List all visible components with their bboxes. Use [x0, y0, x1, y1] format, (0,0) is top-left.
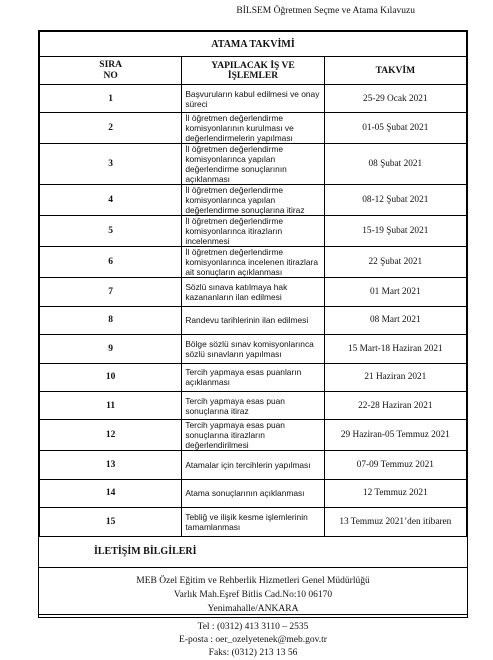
table-row: [40, 306, 467, 334]
row-date: 21 Haziran 2021: [324, 363, 466, 391]
row-task: İl öğretmen değerlendirme komisyonlarınca yapılan değerlendirme sonuçlarına itiraz: [182, 185, 324, 216]
row-date: 08-12 Şubat 2021: [324, 185, 466, 216]
row-date: 07-09 Temmuz 2021: [324, 451, 466, 479]
contact-phone-block: [39, 615, 467, 660]
contact-email[interactable]: E-posta : oer_ozelyetenek@meb.gov.tr: [179, 634, 327, 645]
row-number: 10: [40, 363, 182, 391]
row-number: 15: [40, 508, 182, 536]
table-row: [40, 508, 467, 536]
table-row: [40, 216, 467, 247]
table-row: [40, 185, 467, 216]
row-number: 8: [40, 306, 182, 334]
row-number: 4: [40, 185, 182, 216]
table-row: [40, 479, 467, 507]
contact-tel: Tel : (0312) 413 3110 – 2535: [197, 621, 309, 632]
row-task: Tercih yapmaya esas puanların açıklanması: [182, 363, 324, 391]
column-header-task: YAPILACAK İŞ VE İŞLEMLER: [182, 57, 324, 85]
row-number: 13: [40, 451, 182, 479]
table-row: [40, 247, 467, 278]
row-number: 1: [40, 85, 182, 113]
address-line-2: Varlık Mah.Eşref Bitlis Cad.No:10 06170: [173, 589, 333, 600]
document-header-note: BİLSEM Öğretmen Seçme ve Atama Kılavuzu: [236, 6, 415, 16]
table-body: [40, 85, 467, 537]
table-title: ATAMA TAKVİMİ: [40, 32, 467, 57]
contact-address: [39, 568, 467, 615]
table-row: [40, 451, 467, 479]
row-task: Tercih yapmaya esas puan sonuçlarına itirazların değerlendirilmesi: [182, 420, 324, 451]
row-task: Randevu tarihlerinin ilan edilmesi: [182, 306, 324, 334]
table-row: [40, 85, 467, 113]
row-number: 14: [40, 479, 182, 507]
row-number: 7: [40, 278, 182, 306]
row-date: 29 Haziran-05 Temmuz 2021: [324, 420, 466, 451]
schedule-frame: [38, 30, 468, 658]
row-task: Başvuruların kabul edilmesi ve onay süreci: [182, 85, 324, 113]
row-date: 22 Şubat 2021: [324, 247, 466, 278]
table-row: [40, 363, 467, 391]
row-date: 25-29 Ocak 2021: [324, 85, 466, 113]
column-header-date: TAKVİM: [324, 57, 466, 85]
column-header-no-label: SIRA NO: [99, 59, 122, 81]
row-task: İl öğretmen değerlendirme komisyonlarınca incelenen itirazlara ait sonuçların açıklanması: [182, 247, 324, 278]
row-number: 2: [40, 113, 182, 144]
row-task: Bölge sözlü sınav komisyonlarınca sözlü sınavların yapılması: [182, 335, 324, 363]
table-row: [40, 144, 467, 185]
row-task: Atama sonuçlarının açıklanması: [182, 479, 324, 507]
row-date: 01 Mart 2021: [324, 278, 466, 306]
table-row: [40, 420, 467, 451]
address-line-1: MEB Özel Eğitim ve Rehberlik Hizmetleri Genel Müdürlüğü: [136, 575, 370, 586]
row-number: 3: [40, 144, 182, 185]
table-row: [40, 335, 467, 363]
row-date: 15 Mart-18 Haziran 2021: [324, 335, 466, 363]
table-row: [40, 391, 467, 419]
row-number: 5: [40, 216, 182, 247]
row-number: 6: [40, 247, 182, 278]
row-task: Tercih yapmaya esas puan sonuçlarına itiraz: [182, 391, 324, 419]
row-task: Tebliğ ve ilişik kesme işlemlerinin tamamlanması: [182, 508, 324, 536]
row-number: 12: [40, 420, 182, 451]
table-row: [40, 113, 467, 144]
row-date: 13 Temmuz 2021’den itibaren: [324, 508, 466, 536]
row-task: İl öğretmen değerlendirme komisyonlarınca itirazların incelenmesi: [182, 216, 324, 247]
row-date: 01-05 Şubat 2021: [324, 113, 466, 144]
row-task: İl öğretmen değerlendirme komisyonlarının kurulması ve değerlendirmelerin yapılması: [182, 113, 324, 144]
schedule-table: [39, 31, 467, 537]
row-date: 08 Mart 2021: [324, 306, 466, 334]
row-date: 22-28 Haziran 2021: [324, 391, 466, 419]
row-task: Atamalar için tercihlerin yapılması: [182, 451, 324, 479]
row-number: 9: [40, 335, 182, 363]
address-line-3: Yenimahalle/ANKARA: [207, 603, 299, 614]
contact-fax: Faks: (0312) 213 13 56: [208, 647, 298, 658]
row-task: İl öğretmen değerlendirme komisyonlarınca yapılan değerlendirme sonuçlarının açıklanması: [182, 144, 324, 185]
table-row: [40, 278, 467, 306]
row-date: 12 Temmuz 2021: [324, 479, 466, 507]
contact-section: [39, 537, 467, 660]
table-title-row: [40, 32, 467, 57]
contact-title: İLETİŞİM BİLGİLERİ: [39, 537, 467, 568]
row-number: 11: [40, 391, 182, 419]
row-task: Sözlü sınava katılmaya hak kazananların ilan edilmesi: [182, 278, 324, 306]
row-date: 08 Şubat 2021: [324, 144, 466, 185]
row-date: 15-19 Şubat 2021: [324, 216, 466, 247]
table-header-row: [40, 57, 467, 85]
column-header-no: [40, 57, 182, 85]
